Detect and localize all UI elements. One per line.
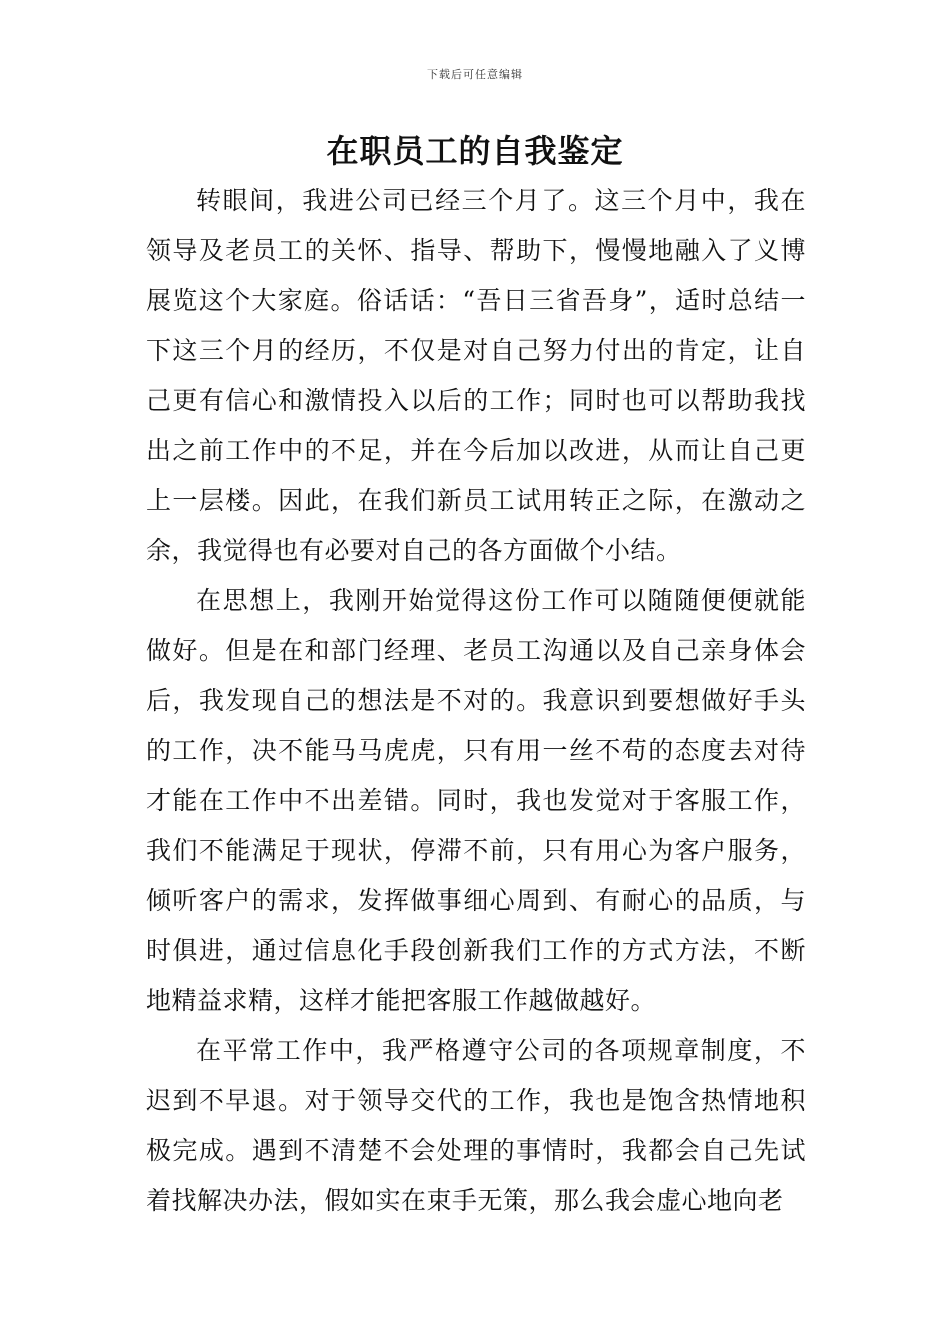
document-body xyxy=(146,176,806,1226)
page-title: 在职员工的自我鉴定 xyxy=(326,132,624,170)
paragraph-2: 在思想上，我刚开始觉得这份工作可以随随便便就能做好。但是在和部门经理、老员工沟通以及自己亲身体会后，我发现自己的想法是不对的。我意识到要想做好手头的工作，决不能马马虎虎，只有用一丝不苟的态度去对待才能在工作中不出差错。同时，我也发觉对于客服工作，我们不能满足于现状，停滞不前，只有用心为客户服务，倾听客户的需求，发挥做事细心周到、有耐心的品质，与时俱进，通过信息化手段创新我们工作的方式方法，不断地精益求精，这样才能把客服工作越做越好。 xyxy=(146,586,806,1015)
header-note: 下载后可任意编辑 xyxy=(427,68,523,81)
paragraph-1: 转眼间，我进公司已经三个月了。这三个月中，我在领导及老员工的关怀、指导、帮助下，慢慢地融入了义博展览这个大家庭。俗话话：“吾日三省吾身”，适时总结一下这三个月的经历，不仅是对自己努力付出的肯定，让自己更有信心和激情投入以后的工作；同时也可以帮助我找出之前工作中的不足，并在今后加以改进，从而让自己更上一层楼。因此，在我们新员工试用转正之际，在激动之余，我觉得也有必要对自己的各方面做个小结。 xyxy=(146,186,806,565)
paragraph-3: 在平常工作中，我严格遵守公司的各项规章制度，不迟到不早退。对于领导交代的工作，我也是饱含热情地积极完成。遇到不清楚不会处理的事情时，我都会自己先试着找解决办法，假如实在束手无策，那么我会虚心地向老 xyxy=(146,1036,806,1215)
